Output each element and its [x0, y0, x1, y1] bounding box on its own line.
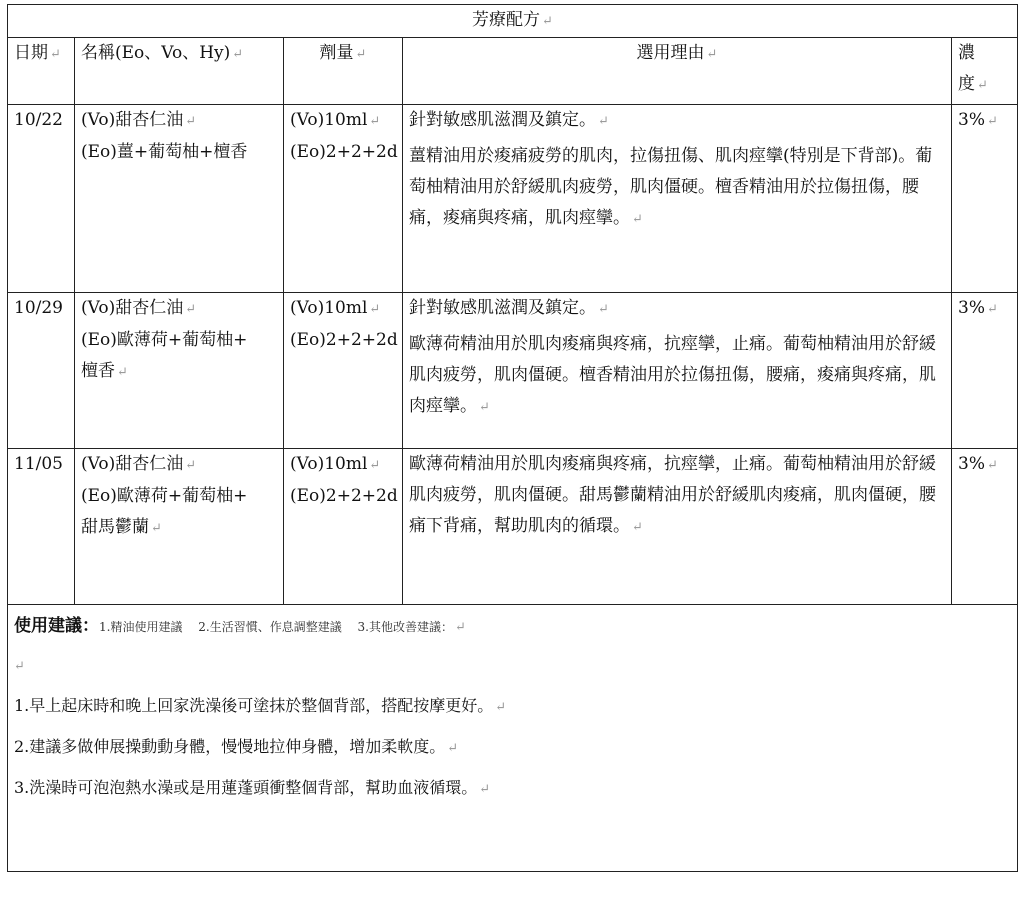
paragraph-mark-icon: ↵ [542, 14, 553, 29]
row-dose: (Vo)10ml ↵ (Eo)2+2+2d [284, 105, 403, 293]
header-date: 日期 ↵ [8, 38, 75, 105]
table-row [8, 449, 1018, 605]
row-date: 11/05 [8, 449, 75, 605]
header-dose: 劑量 ↵ [284, 38, 403, 105]
row-date: 10/22 [8, 105, 75, 293]
row-concentration: 3% ↵ [952, 449, 1018, 605]
advice-row [8, 605, 1018, 872]
row-name: (Vo)甜杏仁油 ↵ (Eo)歐薄荷+葡萄柚+ 檀香 ↵ [75, 293, 284, 449]
row-dose: (Vo)10ml ↵ (Eo)2+2+2d [284, 293, 403, 449]
header-name: 名稱(Eo、Vo、Hy) ↵ [75, 38, 284, 105]
header-row [8, 38, 1018, 105]
table-title-cell [8, 5, 1018, 38]
header-concentration: 濃 度 ↵ [952, 38, 1018, 105]
title-row [8, 5, 1018, 38]
table-row [8, 105, 1018, 293]
advice-label: 使用建議： [14, 616, 99, 636]
advice-item: 1.早上起床時和晚上回家洗澡後可塗抹於整個背部，搭配按摩更好。 ↵ [14, 696, 507, 715]
table-title: 芳療配方 [472, 10, 541, 30]
row-date: 10/29 [8, 293, 75, 449]
row-name: (Vo)甜杏仁油 ↵ (Eo)薑+葡萄柚+檀香 [75, 105, 284, 293]
row-reason: 針對敏感肌滋潤及鎮定。 ↵ 歐薄荷精油用於肌肉痠痛與疼痛，抗痙攣，止痛。葡萄柚精油用於舒緩肌肉疲勞，肌肉僵硬。檀香精油用於拉傷扭傷，腰痛，痠痛與疼痛，肌肉痙攣。 ↵ [403, 293, 952, 449]
row-reason: 歐薄荷精油用於肌肉痠痛與疼痛，抗痙攣，止痛。葡萄柚精油用於舒緩肌肉疲勞，肌肉僵硬。甜馬鬱蘭精油用於舒緩肌肉痠痛，肌肉僵硬，腰痛下背痛，幫助肌肉的循環。 ↵ [403, 449, 952, 605]
row-name: (Vo)甜杏仁油 ↵ (Eo)歐薄荷+葡萄柚+ 甜馬鬱蘭 ↵ [75, 449, 284, 605]
advice-item: 3.洗澡時可泡泡熱水澡或是用蓮蓬頭衝整個背部，幫助血液循環。 ↵ [14, 778, 491, 797]
aromatherapy-table [7, 4, 1018, 872]
advice-cell [8, 605, 1018, 872]
empty-paragraph: ↵ [14, 659, 25, 674]
advice-item: 2.建議多做伸展操動動身體，慢慢地拉伸身體，增加柔軟度。 ↵ [14, 737, 459, 756]
header-reason: 選用理由 ↵ [403, 38, 952, 105]
advice-categories: 1.精油使用建議 2.生活習慣、作息調整建議 3.其他改善建議： [99, 620, 453, 634]
row-reason: 針對敏感肌滋潤及鎮定。 ↵ 薑精油用於痠痛疲勞的肌肉，拉傷扭傷、肌肉痙攣(特別是下背部)。葡萄柚精油用於舒緩肌肉疲勞，肌肉僵硬。檀香精油用於拉傷扭傷，腰痛，痠痛與疼痛，肌肉痙攣。 ↵ [403, 105, 952, 293]
advice-heading: 使用建議：1.精油使用建議 2.生活習慣、作息調整建議 3.其他改善建議： ↵ [14, 616, 466, 636]
row-dose: (Vo)10ml ↵ (Eo)2+2+2d [284, 449, 403, 605]
row-concentration: 3% ↵ [952, 105, 1018, 293]
table-row [8, 293, 1018, 449]
row-concentration: 3% ↵ [952, 293, 1018, 449]
